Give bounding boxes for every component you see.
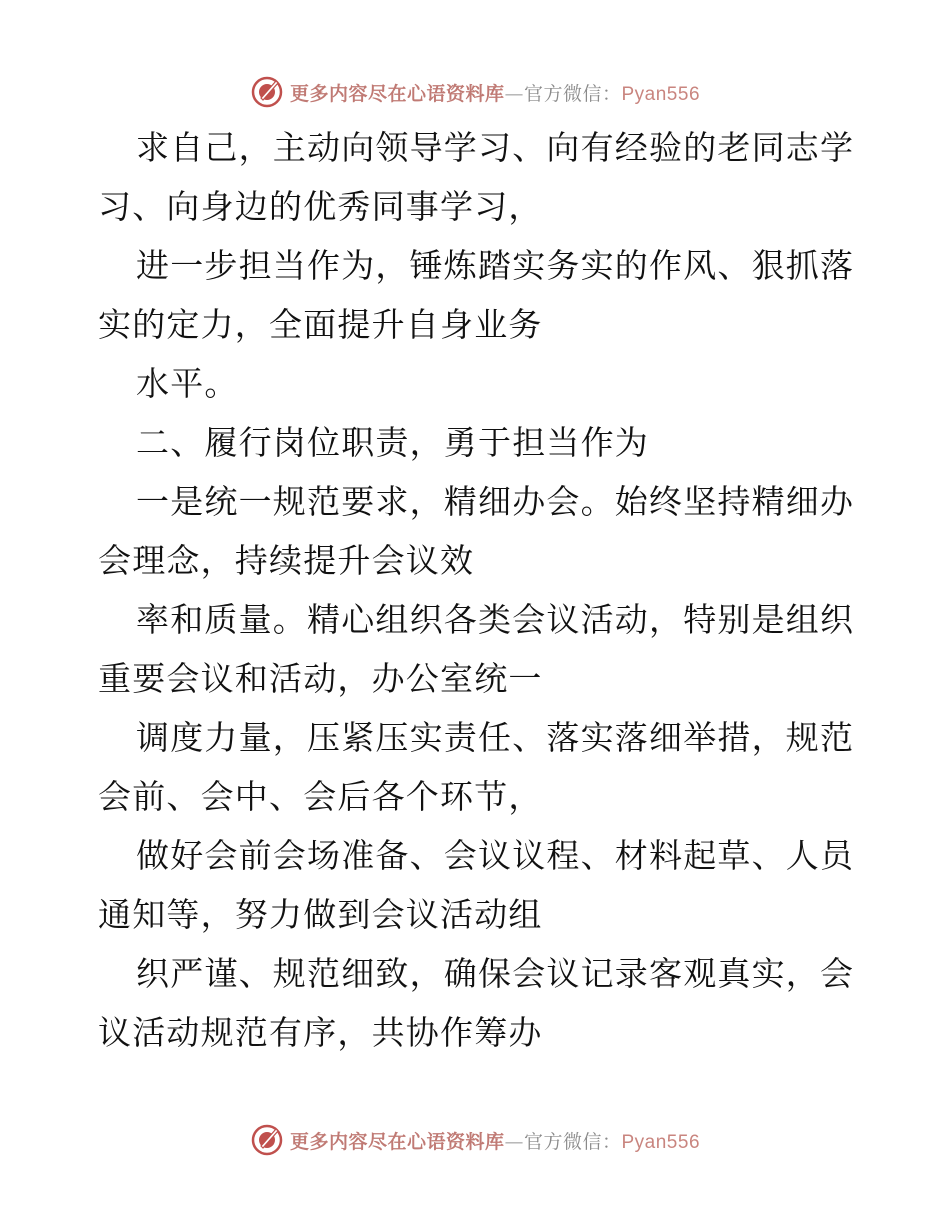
text-line: 议活动规范有序，共协作筹办 bbox=[98, 1013, 543, 1052]
text-line: 求自己，主动向领导学习、向有经验的老同志学 bbox=[136, 128, 855, 167]
text-line: 水平。 bbox=[136, 364, 239, 403]
header-watermark bbox=[0, 72, 950, 112]
text-line: 习、向身边的优秀同事学习， bbox=[98, 187, 543, 226]
text-line: 实的定力，全面提升自身业务 bbox=[98, 305, 543, 344]
text-line: 会理念，持续提升会议效 bbox=[98, 541, 475, 580]
text-line: 一是统一规范要求，精细办会。始终坚持精细办 bbox=[136, 482, 855, 521]
watermark-brand: 更多内容尽在心语资料库 bbox=[289, 82, 505, 105]
text-line: 做好会前会场准备、会议议程、材料起草、人员 bbox=[136, 836, 855, 875]
watermark-sub: 官方微信： bbox=[523, 1130, 622, 1153]
watermark-text bbox=[290, 79, 700, 106]
text-line: 通知等，努力做到会议活动组 bbox=[98, 895, 543, 934]
document-body bbox=[98, 118, 858, 1062]
text-line: 会前、会中、会后各个环节， bbox=[98, 777, 543, 816]
footer-watermark bbox=[0, 1120, 950, 1160]
watermark-id: Pyan556 bbox=[621, 1131, 701, 1153]
watermark-dash: — bbox=[504, 82, 524, 105]
pen-logo-icon bbox=[250, 1123, 284, 1157]
watermark-id: Pyan556 bbox=[621, 83, 701, 105]
text-line: 率和质量。精心组织各类会议活动，特别是组织 bbox=[136, 600, 855, 639]
watermark-dash: — bbox=[504, 1130, 524, 1153]
watermark-text bbox=[290, 1127, 700, 1154]
pen-logo-icon bbox=[250, 75, 284, 109]
text-line: 调度力量，压紧压实责任、落实落细举措，规范 bbox=[136, 718, 855, 757]
text-line: 织严谨、规范细致，确保会议记录客观真实，会 bbox=[136, 954, 855, 993]
text-line: 进一步担当作为，锤炼踏实务实的作风、狠抓落 bbox=[136, 246, 855, 285]
watermark-sub: 官方微信： bbox=[523, 82, 622, 105]
section-heading: 二、履行岗位职责，勇于担当作为 bbox=[136, 423, 649, 462]
text-line: 重要会议和活动，办公室统一 bbox=[98, 659, 543, 698]
watermark-brand: 更多内容尽在心语资料库 bbox=[289, 1130, 505, 1153]
